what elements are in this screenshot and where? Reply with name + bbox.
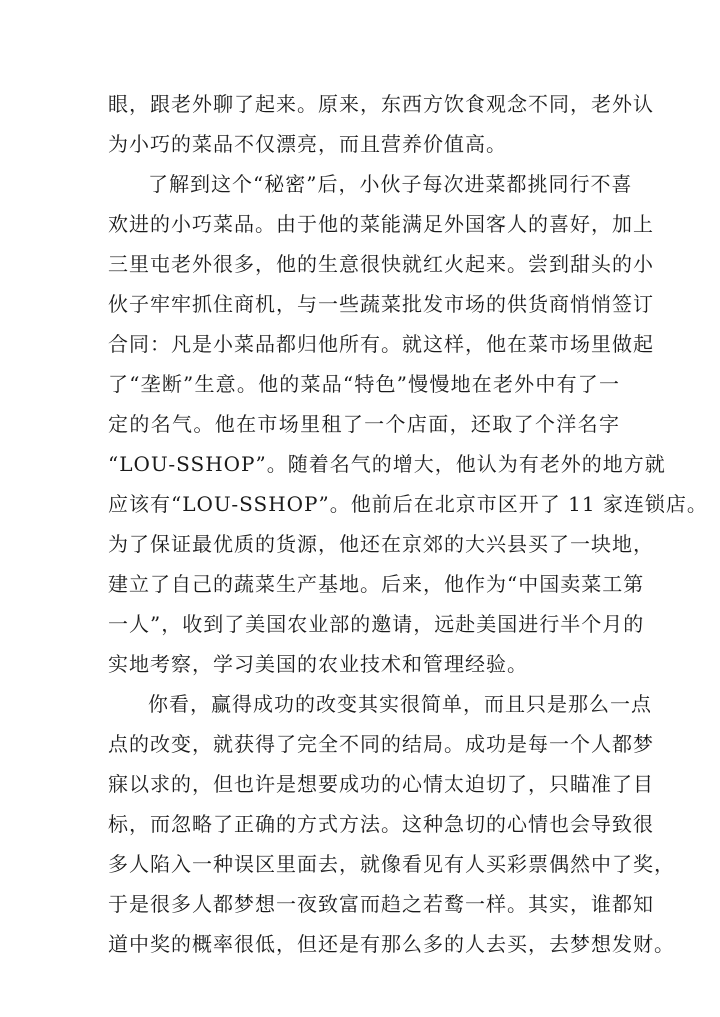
paragraph-1: [108, 84, 654, 164]
text-line: 定的名气。他在市场里租了一个店面，还取了个洋名字: [108, 412, 620, 436]
text-line: 标，而忽略了正确的方式方法。这种急切的心情也会导致很: [108, 812, 654, 836]
text-line: 点的改变，就获得了完全不同的结局。成功是每一个人都梦: [108, 732, 654, 756]
text-line: 三里屯老外很多，他的生意很快就红火起来。尝到甜头的小: [108, 252, 654, 276]
text-line: 应该有“LOU-SSHOP”。他前后在北京市区开了 11 家连锁店。: [108, 492, 708, 516]
text-line: “LOU-SSHOP”。随着名气的增大，他认为有老外的地方就: [108, 452, 666, 476]
text-line: 多人陷入一种误区里面去，就像看见有人买彩票偶然中了奖，: [108, 852, 675, 876]
paragraph-2: [108, 164, 708, 684]
text-line: 了解到这个“秘密”后，小伙子每次进菜都挑同行不喜: [148, 172, 633, 196]
text-line: 为了保证最优质的货源，他还在京郊的大兴县买了一块地，: [108, 532, 654, 556]
text-line: 伙子牢牢抓住商机，与一些蔬菜批发市场的供货商悄悄签订: [108, 292, 654, 316]
text-line: 欢进的小巧菜品。由于他的菜能满足外国客人的喜好，加上: [108, 212, 654, 236]
text-line: 合同：凡是小菜品都归他所有。就这样，他在菜市场里做起: [108, 332, 654, 356]
text-line: 一人”，收到了美国农业部的邀请，远赴美国进行半个月的: [108, 612, 645, 636]
text-line: 建立了自己的蔬菜生产基地。后来，他作为“中国卖菜工第: [108, 572, 645, 596]
text-line: 于是很多人都梦想一夜致富而趋之若鹜一样。其实，谁都知: [108, 892, 654, 916]
text-line: 了“垄断”生意。他的菜品“特色”慢慢地在老外中有了一: [108, 372, 620, 396]
text-line: 实地考察，学习美国的农业技术和管理经验。: [108, 652, 528, 676]
text-line: 道中奖的概率很低，但还是有那么多的人去买，去梦想发财。: [108, 932, 675, 956]
text-line: 眼，跟老外聊了起来。原来，东西方饮食观念不同，老外认: [108, 92, 654, 116]
document-page: [108, 84, 708, 964]
text-line: 为小巧的菜品不仅漂亮，而且营养价值高。: [108, 132, 507, 156]
text-line: 寐以求的，但也许是想要成功的心情太迫切了，只瞄准了目: [108, 772, 654, 796]
paragraph-3: [108, 684, 675, 964]
text-line: 你看，赢得成功的改变其实很简单，而且只是那么一点: [148, 692, 652, 716]
